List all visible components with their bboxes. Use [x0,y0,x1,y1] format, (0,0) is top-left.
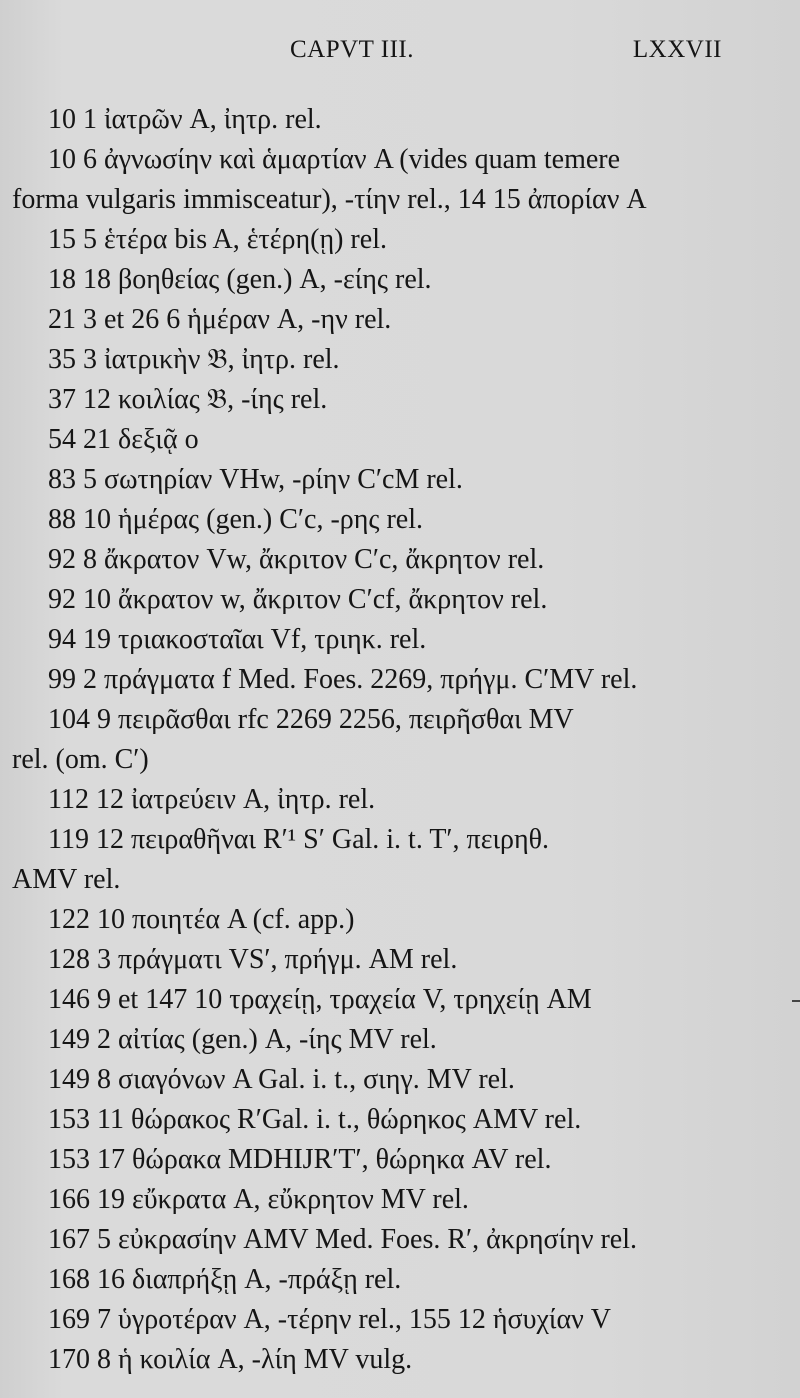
apparatus-line: 112 12 ἰατρεύειν A, ἰητρ. rel. [48,784,376,815]
apparatus-line: 169 7 ὑγροτέραν A, -τέρην rel., 155 12 ἡσυχίαν V [48,1304,611,1335]
chapter-heading: CAPVT III. [290,36,414,63]
apparatus-line: 167 5 εὐκρασίην AMV Med. Foes. R′, ἀκρησίην rel. [48,1224,638,1255]
apparatus-line: 83 5 σωτηρίαν VHw, -ρίην C′cM rel. [48,464,463,495]
running-header [290,36,722,64]
apparatus-line: 170 8 ἡ κοιλία A, -λίη MV vulg. [48,1344,413,1375]
apparatus-line: 166 19 εὔκρατα A, εὔκρητον MV rel. [48,1184,469,1215]
apparatus-line: 88 10 ἡμέρας (gen.) C′c, -ρης rel. [48,504,424,535]
apparatus-line: 10 1 ἰατρῶν A, ἰητρ. rel. [48,104,322,135]
apparatus-line: 149 8 σιαγόνων A Gal. i. t., σιηγ. MV rel. [48,1064,515,1095]
apparatus-line: 92 10 ἄκρατον w, ἄκριτον C′cf, ἄκρητον rel. [48,584,548,615]
apparatus-line: 104 9 πειρᾶσθαι rfc 2269 2256, πειρῆσθαι MV [48,704,574,735]
apparatus-line: 149 2 αἰτίας (gen.) A, -ίης MV rel. [48,1024,437,1055]
apparatus-line: 92 8 ἄκρατον Vw, ἄκριτον C′c, ἄκρητον rel. [48,544,545,575]
apparatus-line: forma vulgaris immisceatur), -τίην rel., 14 15 ἀπορίαν A [12,184,647,215]
apparatus-line: 35 3 ἰατρικὴν 𝔅, ἰητρ. rel. [48,344,340,375]
apparatus-line: 99 2 πράγματα f Med. Foes. 2269, πρήγμ. C′MV rel. [48,664,638,695]
apparatus-line: 122 10 ποιητέα A (cf. app.) [48,904,355,935]
apparatus-line: 37 12 κοιλίας 𝔅, -ίης rel. [48,384,328,415]
apparatus-line: rel. (om. C′) [12,744,149,775]
page-number: LXXVII [632,36,722,63]
apparatus-line: 94 19 τριακοσταῖαι Vf, τριηκ. rel. [48,624,427,655]
apparatus-line: 128 3 πράγματι VS′, πρήγμ. AM rel. [48,944,458,975]
page-edge-mark [792,1000,800,1002]
apparatus-line: 168 16 διαπρήξῃ A, -πράξῃ rel. [48,1264,402,1295]
apparatus-line: AMV rel. [12,864,121,895]
apparatus-line: 153 17 θώρακα MDHIJR′T′, θώρηκα AV rel. [48,1144,552,1175]
apparatus-line: 18 18 βοηθείας (gen.) A, -είης rel. [48,264,432,295]
apparatus-line: 54 21 δεξιᾷ o [48,424,199,455]
apparatus-line: 119 12 πειραθῆναι R′¹ S′ Gal. i. t. T′, πειρηθ. [48,824,550,855]
apparatus-line: 153 11 θώρακος R′Gal. i. t., θώρηκος AMV rel. [48,1104,582,1135]
apparatus-line: 15 5 ἑτέρα bis A, ἑτέρη(ῃ) rel. [48,224,387,255]
apparatus-line: 146 9 et 147 10 τραχείῃ, τραχεία V, τρηχείῃ AM [48,984,592,1015]
apparatus-line: 10 6 ἀγνωσίην καὶ ἁμαρτίαν A (vides quam temere [48,144,621,175]
apparatus-line: 21 3 et 26 6 ἡμέραν A, -ην rel. [48,304,392,335]
